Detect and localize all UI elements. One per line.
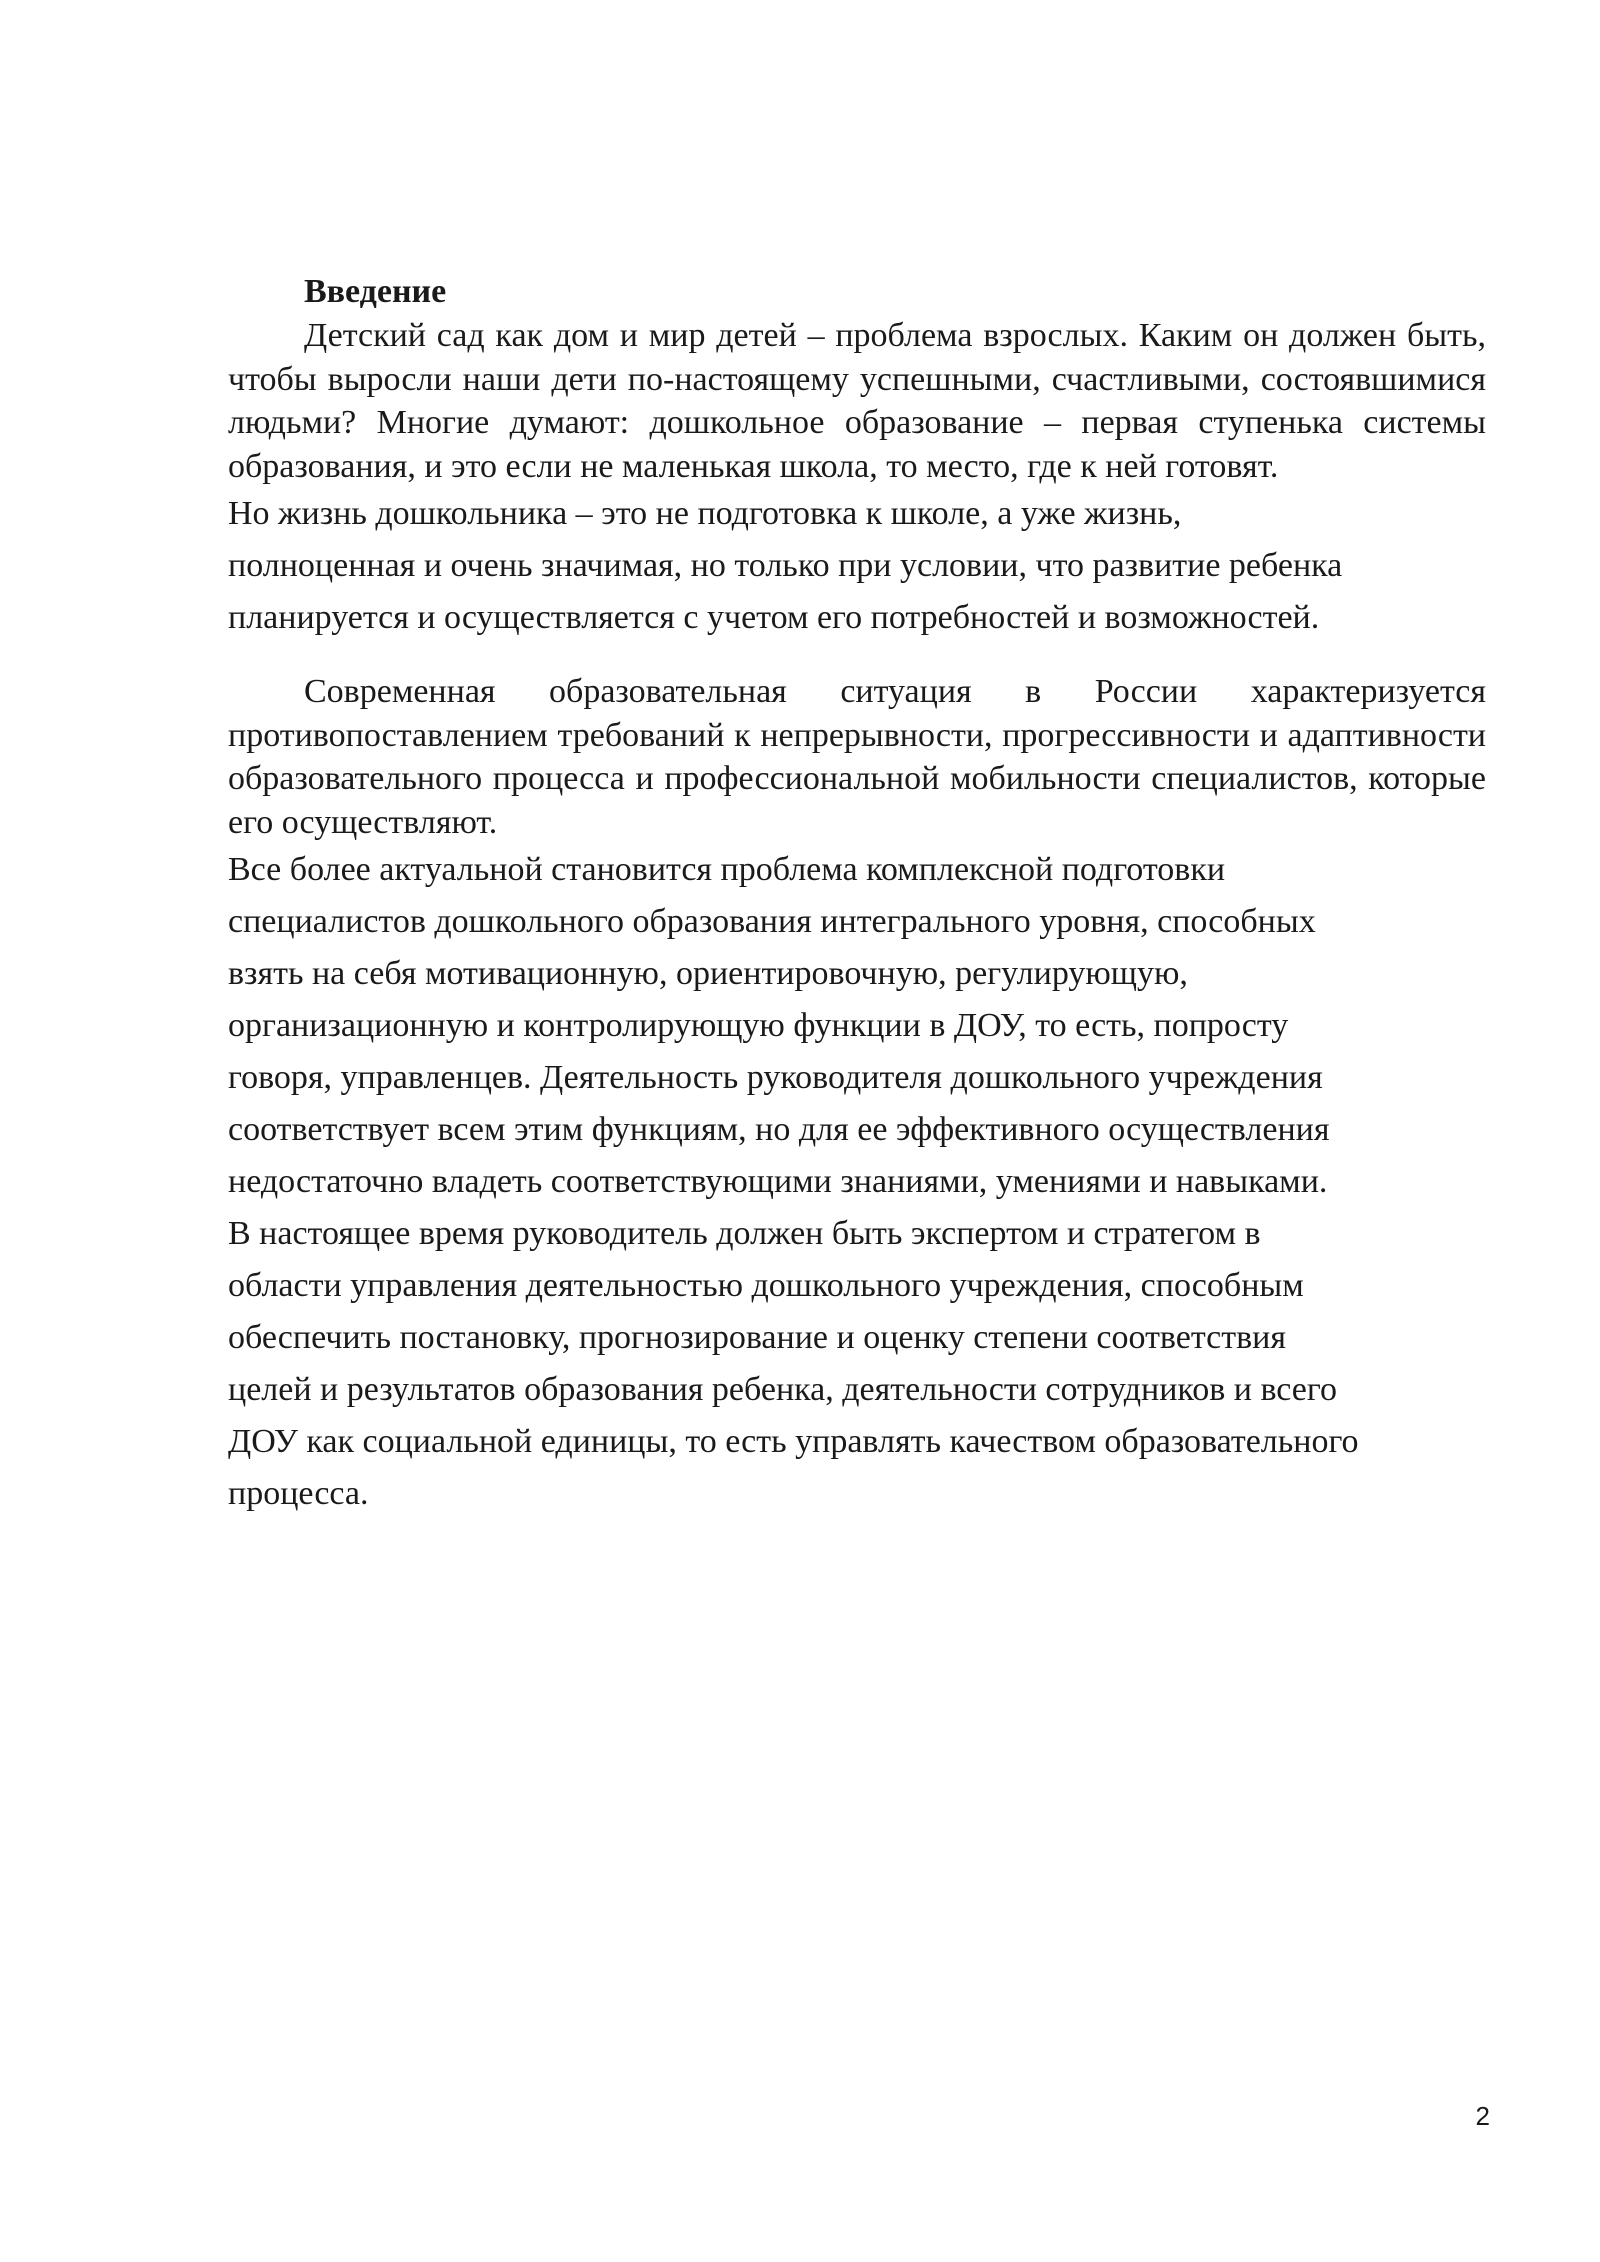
document-body <box>228 270 1486 1520</box>
page-number: 2 <box>1475 2101 1490 2131</box>
section-heading: Введение <box>304 273 447 310</box>
paragraph-modern-situation: Современная образовательная ситуация в России характеризуется противопоставлением требований к непрерывности, прогрессивности и адаптивности образовательного процесса и профессиональной мобильности специалистов, которые его осуществляют. <box>228 673 1486 841</box>
paragraph-intro: Детский сад как дом и мир детей – проблема взрослых. Каким он должен быть, чтобы выросли наши дети по-настоящему успешными, счастливыми, состоявшимися людьми? Многие думают: дошкольное образование – первая ступенька системы образования, и это если не маленькая школа, то место, где к ней готовят. <box>228 317 1486 485</box>
paragraph-preschool-life: Но жизнь дошкольника – это не подготовка к школе, а уже жизнь, полноценная и очень значимая, но только при условии, что развитие ребенка планируется и осуществляется с учетом его потребностей и возможностей. <box>228 495 1343 636</box>
paragraph-gap <box>228 644 1486 670</box>
paragraph-management-training: Все более актуальной становится проблема комплексной подготовки специалистов дошкольного образования интегрального уровня, способных взять на себя мотивационную, ориентировочную, регулирующую, организационную и контролирующую функции в ДОУ, то есть, попросту говоря, управленцев. Деятельность руководителя дошкольного учреждения соответствует всем этим функциям, но для ее эффективного осуществления недостаточно владеть соответствующими знаниями, умениями и навыками. В настоящее время руководитель должен быть экспертом и стратегом в области управления деятельностью дошкольного учреждения, способным обеспечить постановку, прогнозирование и оценку степени соответствия целей и результатов образования ребенка, деятельности сотрудников и всего ДОУ как социальной единицы, то есть управлять качеством образовательного процесса. <box>228 851 1359 1512</box>
